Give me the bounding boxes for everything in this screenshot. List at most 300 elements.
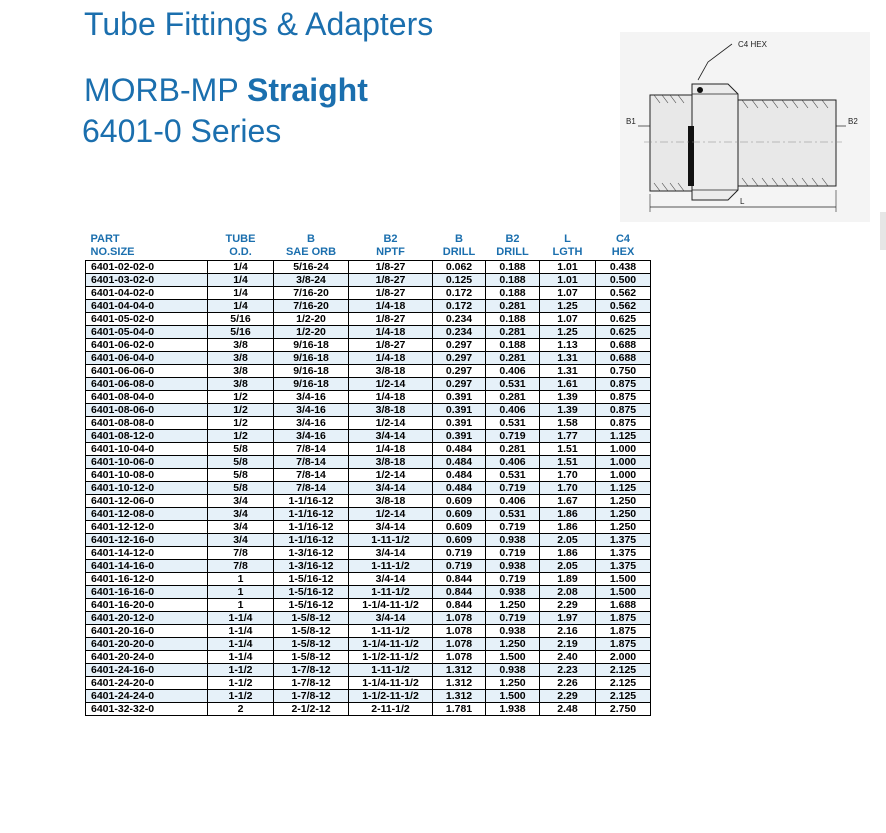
b-drill-cell: 1.078 [433,625,486,638]
table-row [86,482,651,495]
part-number-cell: 6401-08-04-0 [86,391,208,404]
hex-size-cell: 0.875 [596,417,651,430]
b-drill-cell: 1.312 [433,677,486,690]
b-drill-cell: 0.062 [433,261,486,274]
b2-drill-cell: 0.188 [486,261,540,274]
part-number-cell: 6401-02-02-0 [86,261,208,274]
sae-orb-header [274,233,349,261]
sae-orb-cell: 1-1/16-12 [274,508,349,521]
product-name-bold: Straight [246,72,368,108]
part-number-cell: 6401-03-02-0 [86,274,208,287]
part-number-cell: 6401-10-04-0 [86,443,208,456]
nptf-cell: 1/4-18 [349,300,433,313]
b2-drill-cell: 0.188 [486,313,540,326]
tube-od-cell: 3/8 [208,378,274,391]
b2-drill-cell: 0.938 [486,534,540,547]
product-name-prefix: MORB-MP [84,72,247,108]
hex-size-cell: 0.500 [596,274,651,287]
part-number-cell: 6401-12-12-0 [86,521,208,534]
hex-size-cell: 0.875 [596,391,651,404]
length-cell: 1.07 [540,287,596,300]
nptf-cell: 1-1/4-11-1/2 [349,677,433,690]
b2-drill-cell: 0.719 [486,430,540,443]
length-cell: 1.39 [540,404,596,417]
l-label: L [740,197,745,206]
hex-size-cell: 2.125 [596,690,651,703]
nptf-cell: 3/8-18 [349,495,433,508]
nptf-cell: 1/4-18 [349,443,433,456]
tube-od-cell: 3/8 [208,352,274,365]
nptf-cell: 3/4-14 [349,521,433,534]
table-row [86,560,651,573]
b-drill-cell: 0.172 [433,287,486,300]
b2-drill-cell: 1.250 [486,677,540,690]
table-row [86,430,651,443]
hex-size-cell: 0.875 [596,404,651,417]
b2-drill-cell: 0.281 [486,391,540,404]
part-number-cell: 6401-06-02-0 [86,339,208,352]
table-row [86,404,651,417]
b-drill-cell: 1.312 [433,690,486,703]
nptf-cell: 1/2-14 [349,378,433,391]
sae-orb-cell: 1-3/16-12 [274,547,349,560]
hex-header [596,233,651,261]
nptf-cell: 1-11-1/2 [349,625,433,638]
table-row [86,651,651,664]
b2-drill-cell: 1.500 [486,651,540,664]
part-number-cell: 6401-16-12-0 [86,573,208,586]
hex-size-cell: 1.125 [596,482,651,495]
sae-orb-cell: 2-1/2-12 [274,703,349,716]
part-number-cell: 6401-20-12-0 [86,612,208,625]
sae-orb-cell: 1/2-20 [274,326,349,339]
length-header-line: LGTH [552,246,583,258]
b2-drill-cell: 0.281 [486,300,540,313]
tube-od-cell: 1-1/4 [208,638,274,651]
table-row [86,586,651,599]
hex-size-cell: 0.688 [596,352,651,365]
tube-od-cell: 3/8 [208,365,274,378]
sae-orb-cell: 1-1/16-12 [274,534,349,547]
b-drill-cell: 0.125 [433,274,486,287]
nptf-cell: 1/2-14 [349,508,433,521]
table-row [86,599,651,612]
part-number-cell: 6401-16-16-0 [86,586,208,599]
b-drill-cell: 0.484 [433,443,486,456]
b2-drill-cell: 0.719 [486,521,540,534]
nptf-header [349,233,433,261]
length-cell: 1.25 [540,326,596,339]
edge-tab [880,212,886,250]
nptf-cell: 3/8-18 [349,404,433,417]
tube-od-cell: 1-1/4 [208,625,274,638]
b2-drill-cell: 0.719 [486,547,540,560]
tube-od-cell: 1-1/2 [208,664,274,677]
hex-size-cell: 0.875 [596,378,651,391]
length-cell: 2.16 [540,625,596,638]
hex-size-cell: 2.125 [596,677,651,690]
product-name [84,72,368,108]
b2-drill-cell: 0.719 [486,573,540,586]
b2-drill-cell: 0.531 [486,469,540,482]
part-number-cell: 6401-24-20-0 [86,677,208,690]
part-number-cell: 6401-12-16-0 [86,534,208,547]
hex-size-cell: 1.250 [596,495,651,508]
b2-drill-cell: 0.719 [486,482,540,495]
b-drill-header [433,233,486,261]
part-no-header [86,233,208,261]
nptf-cell: 1-1/2-11-1/2 [349,651,433,664]
b-drill-cell: 0.234 [433,313,486,326]
tube-od-cell: 1/4 [208,287,274,300]
b-drill-cell: 0.484 [433,469,486,482]
tube-od-cell: 1 [208,573,274,586]
length-cell: 1.77 [540,430,596,443]
table-row [86,274,651,287]
sae-orb-cell: 7/8-14 [274,482,349,495]
sae-orb-cell: 7/8-14 [274,469,349,482]
tube-od-cell: 7/8 [208,547,274,560]
b2-drill-cell: 0.719 [486,612,540,625]
tube-od-cell: 3/8 [208,339,274,352]
nptf-cell: 1/8-27 [349,287,433,300]
tube-od-cell: 3/4 [208,521,274,534]
table-row [86,443,651,456]
part-number-cell: 6401-08-12-0 [86,430,208,443]
nptf-cell: 1-1/4-11-1/2 [349,638,433,651]
tube-od-header-line: TUBE [225,233,256,245]
table-row [86,677,651,690]
table-row [86,625,651,638]
part-number-cell: 6401-10-06-0 [86,456,208,469]
length-cell: 1.97 [540,612,596,625]
o-ring [688,126,694,186]
tube-od-cell: 1/2 [208,404,274,417]
dimensions-table [85,233,651,716]
b-drill-cell: 1.781 [433,703,486,716]
b2-drill-cell: 0.938 [486,625,540,638]
fitting-drawing [620,32,870,222]
nptf-cell: 1/4-18 [349,352,433,365]
table-row [86,365,651,378]
hex-dot [697,87,703,93]
length-cell: 2.08 [540,586,596,599]
table-row [86,521,651,534]
hex-size-cell: 1.000 [596,443,651,456]
b2-drill-cell: 0.531 [486,508,540,521]
hex-size-cell: 1.875 [596,638,651,651]
part-no-header-line: NO.SIZE [90,246,135,258]
length-cell: 2.05 [540,534,596,547]
tube-od-cell: 1/2 [208,391,274,404]
table-row [86,456,651,469]
b2-drill-cell: 0.281 [486,326,540,339]
sae-orb-cell: 1-5/8-12 [274,651,349,664]
part-number-cell: 6401-20-20-0 [86,638,208,651]
part-number-cell: 6401-16-20-0 [86,599,208,612]
hex-size-cell: 0.562 [596,287,651,300]
tube-od-cell: 1-1/2 [208,677,274,690]
b1-label: B1 [626,117,636,126]
b-drill-cell: 1.312 [433,664,486,677]
b-drill-cell: 0.391 [433,404,486,417]
length-cell: 2.26 [540,677,596,690]
table-row [86,495,651,508]
length-cell: 1.01 [540,261,596,274]
sae-orb-cell: 9/16-18 [274,339,349,352]
hex-size-cell: 1.875 [596,625,651,638]
b-drill-cell: 0.844 [433,599,486,612]
sae-orb-cell: 7/16-20 [274,287,349,300]
series-label: 6401-0 Series [82,113,282,149]
nptf-cell: 3/4-14 [349,430,433,443]
tube-od-cell: 1 [208,599,274,612]
nptf-cell: 3/4-14 [349,482,433,495]
b-drill-cell: 1.078 [433,638,486,651]
part-number-cell: 6401-14-12-0 [86,547,208,560]
table-row [86,326,651,339]
b2-drill-header [486,233,540,261]
sae-orb-cell: 1-7/8-12 [274,664,349,677]
b2-drill-cell: 0.406 [486,365,540,378]
nptf-cell: 1-11-1/2 [349,664,433,677]
sae-orb-cell: 9/16-18 [274,378,349,391]
part-number-cell: 6401-12-08-0 [86,508,208,521]
sae-orb-cell: 1-5/16-12 [274,599,349,612]
length-cell: 1.13 [540,339,596,352]
table-row [86,690,651,703]
table-row [86,391,651,404]
nptf-cell: 1/2-14 [349,469,433,482]
length-cell: 1.67 [540,495,596,508]
hex-size-cell: 1.250 [596,508,651,521]
length-cell: 1.61 [540,378,596,391]
table-row [86,378,651,391]
b2-drill-cell: 0.281 [486,443,540,456]
sae-orb-header-line: SAE ORB [285,246,337,258]
b-drill-cell: 0.719 [433,547,486,560]
sae-orb-cell: 1-5/8-12 [274,612,349,625]
tube-od-header-line: O.D. [229,246,252,258]
hex-size-cell: 1.875 [596,612,651,625]
tube-od-cell: 3/4 [208,495,274,508]
hex-size-cell: 1.375 [596,534,651,547]
b2-drill-cell: 0.406 [486,495,540,508]
hex-size-cell: 0.750 [596,365,651,378]
length-cell: 1.25 [540,300,596,313]
hex-size-cell: 0.562 [596,300,651,313]
hex-size-cell: 2.125 [596,664,651,677]
length-cell: 2.29 [540,599,596,612]
length-cell: 2.29 [540,690,596,703]
sae-orb-cell: 1-3/16-12 [274,560,349,573]
tube-od-cell: 1-1/2 [208,690,274,703]
table-row [86,534,651,547]
table-row [86,703,651,716]
b2-drill-cell: 1.938 [486,703,540,716]
table-header [86,233,651,261]
sae-orb-cell: 1-5/8-12 [274,638,349,651]
nptf-cell: 1-11-1/2 [349,534,433,547]
tube-od-cell: 1/4 [208,300,274,313]
tube-od-cell: 5/8 [208,482,274,495]
part-number-cell: 6401-14-16-0 [86,560,208,573]
b2-drill-cell: 0.938 [486,586,540,599]
tube-od-cell: 1 [208,586,274,599]
b-drill-cell: 0.719 [433,560,486,573]
tube-od-cell: 2 [208,703,274,716]
nptf-cell: 1/8-27 [349,339,433,352]
length-header [540,233,596,261]
length-cell: 1.39 [540,391,596,404]
hex-size-cell: 1.125 [596,430,651,443]
nptf-cell: 1-11-1/2 [349,586,433,599]
hex-size-cell: 1.375 [596,547,651,560]
part-no-header-line: PART [90,233,120,245]
table-row [86,469,651,482]
table-row [86,339,651,352]
sae-orb-cell: 9/16-18 [274,365,349,378]
b-drill-cell: 0.609 [433,521,486,534]
tube-od-header [208,233,274,261]
table-row [86,287,651,300]
b-drill-cell: 0.484 [433,482,486,495]
nptf-cell: 3/4-14 [349,547,433,560]
tube-od-cell: 5/8 [208,443,274,456]
tube-od-cell: 1-1/4 [208,612,274,625]
b2-drill-cell: 0.406 [486,404,540,417]
fitting-drawing-svg [620,32,870,222]
sae-orb-cell: 7/16-20 [274,300,349,313]
nptf-cell: 1/4-18 [349,326,433,339]
nptf-cell: 3/8-18 [349,456,433,469]
tube-od-cell: 1/4 [208,274,274,287]
tube-od-cell: 3/4 [208,534,274,547]
sae-orb-cell: 1-5/16-12 [274,586,349,599]
hex-size-cell: 0.438 [596,261,651,274]
header-row [86,233,651,261]
table-row [86,508,651,521]
table-row [86,417,651,430]
hex-size-cell: 1.500 [596,573,651,586]
tube-od-cell: 5/16 [208,313,274,326]
table-row [86,352,651,365]
b2-label: B2 [848,117,858,126]
right-body [738,100,836,186]
table-body [86,261,651,716]
hex-size-cell: 0.625 [596,313,651,326]
b-drill-cell: 0.391 [433,430,486,443]
b-drill-cell: 1.078 [433,612,486,625]
nptf-cell: 2-11-1/2 [349,703,433,716]
table-row [86,547,651,560]
length-cell: 1.07 [540,313,596,326]
b-drill-cell: 0.297 [433,352,486,365]
nptf-cell: 3/4-14 [349,573,433,586]
hex-size-cell: 2.000 [596,651,651,664]
part-number-cell: 6401-32-32-0 [86,703,208,716]
part-number-cell: 6401-12-06-0 [86,495,208,508]
tube-od-cell: 1-1/4 [208,651,274,664]
nptf-cell: 1-1/4-11-1/2 [349,599,433,612]
length-cell: 1.70 [540,482,596,495]
b2-drill-cell: 0.188 [486,274,540,287]
length-cell: 2.05 [540,560,596,573]
sae-orb-cell: 3/4-16 [274,404,349,417]
length-cell: 2.19 [540,638,596,651]
part-number-cell: 6401-06-04-0 [86,352,208,365]
nptf-cell: 3/4-14 [349,612,433,625]
tube-od-cell: 3/4 [208,508,274,521]
b-drill-cell: 0.484 [433,456,486,469]
b-drill-cell: 0.297 [433,378,486,391]
sae-orb-cell: 7/8-14 [274,443,349,456]
sae-orb-cell: 1-7/8-12 [274,690,349,703]
part-number-cell: 6401-06-08-0 [86,378,208,391]
sae-orb-header-line: B [307,233,315,245]
length-cell: 2.23 [540,664,596,677]
part-number-cell: 6401-04-04-0 [86,300,208,313]
tube-od-cell: 7/8 [208,560,274,573]
nptf-cell: 1/8-27 [349,261,433,274]
sae-orb-cell: 1-1/16-12 [274,495,349,508]
sae-orb-cell: 1-7/8-12 [274,677,349,690]
tube-od-cell: 5/16 [208,326,274,339]
b2-drill-cell: 1.250 [486,638,540,651]
length-cell: 1.51 [540,456,596,469]
part-number-cell: 6401-08-06-0 [86,404,208,417]
hex-header-line: C4 [615,233,631,245]
sae-orb-cell: 1-5/8-12 [274,625,349,638]
hex-header-line: HEX [611,246,635,258]
length-cell: 1.86 [540,508,596,521]
nptf-header-line: B2 [383,233,398,245]
sae-orb-cell: 9/16-18 [274,352,349,365]
part-number-cell: 6401-04-02-0 [86,287,208,300]
part-number-cell: 6401-10-08-0 [86,469,208,482]
table-row [86,638,651,651]
b-drill-cell: 0.609 [433,495,486,508]
c4-hex-label: C4 HEX [738,40,767,49]
b-drill-header-line: B [455,233,463,245]
length-cell: 1.89 [540,573,596,586]
b-drill-cell: 0.391 [433,391,486,404]
length-cell: 1.58 [540,417,596,430]
length-header-line: L [564,233,571,245]
b-drill-cell: 0.172 [433,300,486,313]
sae-orb-cell: 3/4-16 [274,417,349,430]
part-number-cell: 6401-05-04-0 [86,326,208,339]
part-number-cell: 6401-06-06-0 [86,365,208,378]
tube-od-cell: 5/8 [208,469,274,482]
part-number-cell: 6401-10-12-0 [86,482,208,495]
hex-size-cell: 1.500 [596,586,651,599]
length-cell: 2.40 [540,651,596,664]
b-drill-cell: 0.234 [433,326,486,339]
b2-drill-cell: 0.938 [486,560,540,573]
sae-orb-cell: 1/2-20 [274,313,349,326]
nptf-cell: 1/2-14 [349,417,433,430]
b2-drill-cell: 0.188 [486,339,540,352]
page-title: Tube Fittings & Adapters [84,6,434,42]
table-row [86,300,651,313]
b2-drill-cell: 0.531 [486,378,540,391]
table-row [86,573,651,586]
hex-leader-line [698,44,732,80]
length-cell: 2.48 [540,703,596,716]
b2-drill-cell: 0.406 [486,456,540,469]
hex-size-cell: 1.375 [596,560,651,573]
